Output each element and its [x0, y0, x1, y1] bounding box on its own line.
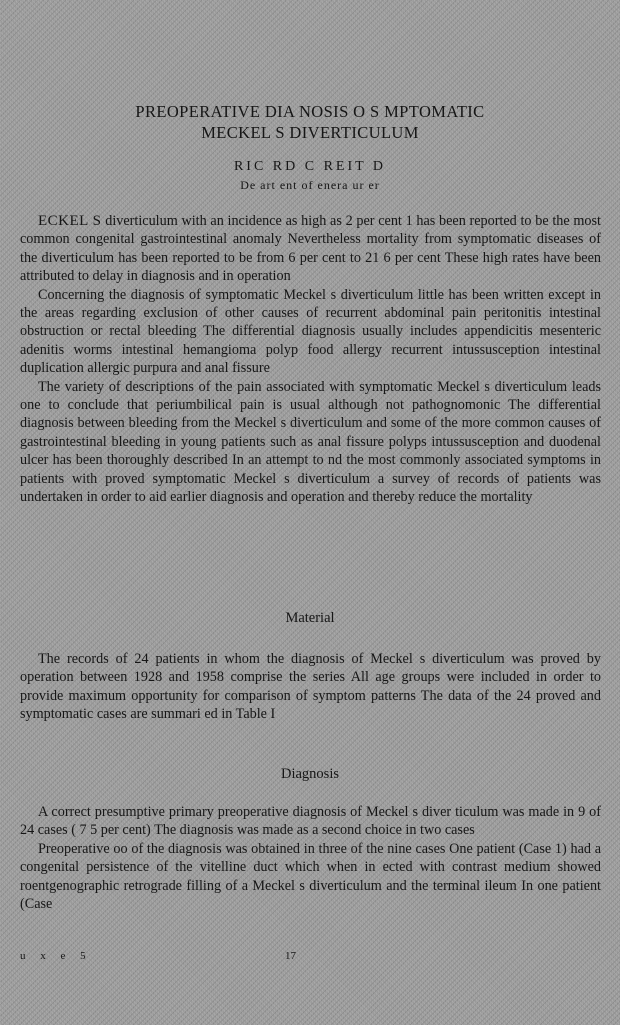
intro-paragraph-1-text: diverticulum with an incidence as high as 2 per cent 1 has been reported to be the most common congenital gastrointestinal anomaly Nevertheless mortality from symptomatic diseases of the diverticulum has been reported to be from 6 per cent to 21 6 per cent These high rates have been attributed to delay in diagnosis and in operation — [20, 213, 601, 285]
diagnosis-paragraph-2: Preoperative oo of the diagnosis was obtained in three of the nine cases One patient (Case 1) had a congenital persistence of the vitelline duct which when in ected with contrast medium showed roentgenographic retrograde filling of a Meckel s diverticulum and the terminal ileum In one patient (Case — [20, 840, 601, 913]
journal-citation: u x e 5 — [20, 950, 92, 962]
diagnosis-paragraph-1: A correct presumptive primary preoperative diagnosis of Meckel s diver ticulum was made in 9 of 24 cases ( 7 5 per cent) The diagnosis was made as a second choice in two cases — [20, 804, 601, 839]
dropcap-word: ECKEL S — [38, 213, 102, 229]
author-byline: RIC RD C REIT D — [233, 159, 387, 174]
material-paragraph-1: The records of 24 patients in whom the diagnosis of Meckel s diverticulum was proved by operation between 1928 and 1958 comprise the series All age groups were included in order to provide maximum opportunity for comparison of symptom patterns The data of the 24 proved and symptomatic cases are summari ed in Table I — [20, 651, 601, 723]
section-heading-diagnosis: Diagnosis — [281, 766, 339, 782]
intro-section — [20, 212, 601, 507]
section-heading-material: Material — [285, 610, 335, 626]
article-title-line1: PREOPERATIVE DIA NOSIS O S MPTOMATIC — [135, 102, 485, 121]
intro-paragraph-1 — [20, 212, 601, 286]
material-section — [20, 650, 601, 724]
article-title — [40, 101, 580, 143]
intro-paragraph-3: The variety of descriptions of the pain associated with symptomatic Meckel s diverticulum leads one to conclude that periumbilical pain is usual although not pathognomonic The differential diagnosis between bleeding from the Meckel s diverticulum and some of the more common causes of gastrointestinal bleeding in young patients such as anal fissure polyps intussusception and duodenal ulcer has been thoroughly described In an attempt to nd the most commonly associated symptoms in patients with proved symptomatic Meckel s diverticulum a survey of records of patients was undertaken in order to aid earlier diagnosis and operation and thereby reduce the mortality — [20, 378, 601, 506]
author-affiliation: De art ent of enera ur er — [240, 178, 380, 192]
page-footer — [20, 950, 600, 968]
intro-paragraph-2: Concerning the diagnosis of symptomatic Meckel s diverticulum little has been written except in the areas regarding exclusion of other causes of recurrent abdominal pain peritonitis intestinal obstruction or rectal bleeding The differential diagnosis usually includes appendicitis mesenteric adenitis worms intestinal hemangioma polyp food allergy recurrent intussusception intestinal duplication allergic purpura and anal fissure — [20, 286, 601, 377]
article-title-line2: MECKEL S DIVERTICULUM — [201, 123, 419, 142]
page-number: 17 — [285, 950, 296, 962]
diagnosis-section — [20, 803, 601, 913]
